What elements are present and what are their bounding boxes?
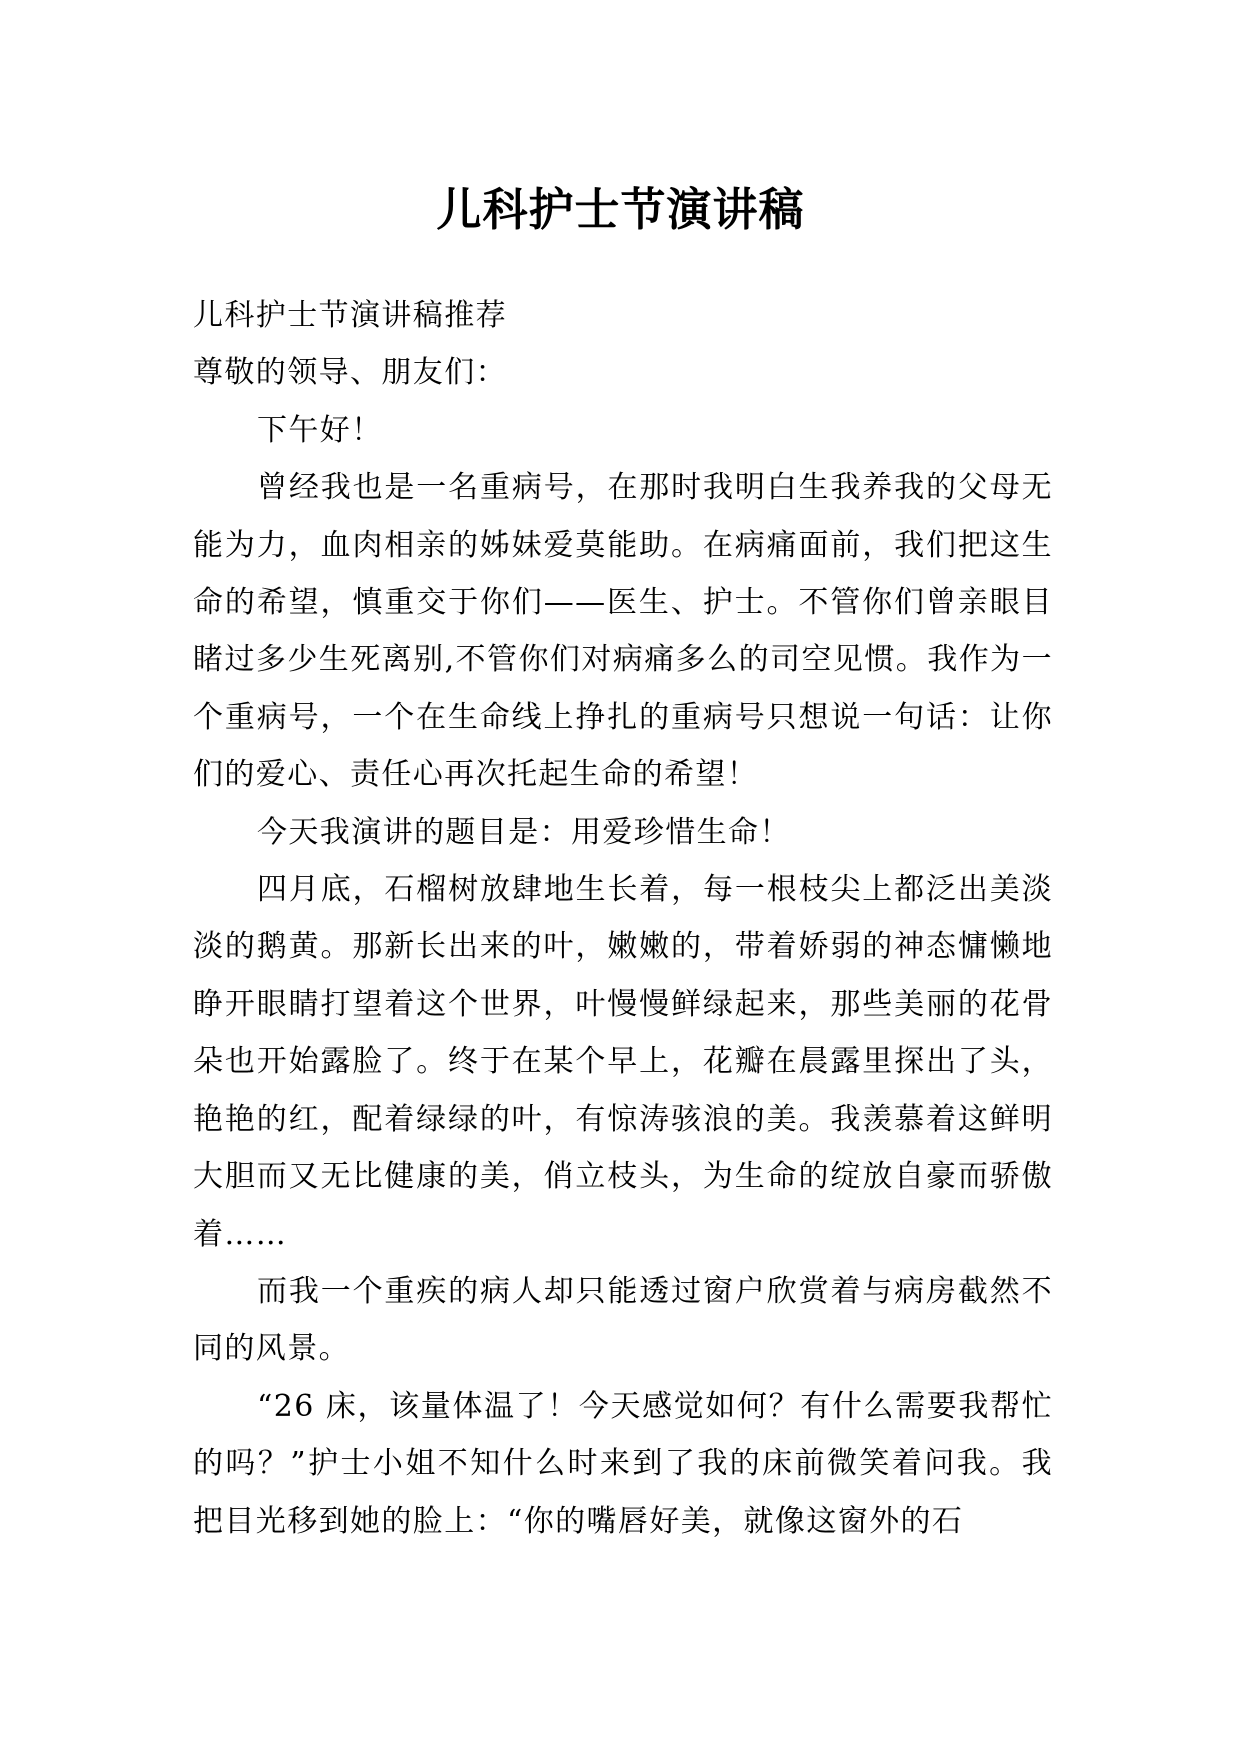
paragraph-greeting: 下午好！ xyxy=(257,412,383,448)
paragraph: “26 床，该量体温了！今天感觉如何？有什么需要我帮忙的吗？”护士小姐不知什么时来到了我的床前微笑着问我。我把目光移到她的脸上：“你的嘴唇好美，就像这窗外的石 xyxy=(193,1388,1053,1539)
paragraph-subtitle: 儿科护士节演讲稿推荐 xyxy=(193,298,507,333)
paragraph: 而我一个重疾的病人却只能透过窗户欣赏着与病房截然不同的风景。 xyxy=(193,1273,1053,1367)
document-title: 儿科护士节演讲稿 xyxy=(436,183,805,237)
paragraph-speech-topic: 今天我演讲的题目是：用爱珍惜生命！ xyxy=(257,814,791,850)
paragraph: 四月底，石榴树放肆地生长着，每一根枝尖上都泛出美淡淡的鹅黄。那新长出来的叶，嫩嫩的，带着娇弱的神态慵懒地睁开眼睛打望着这个世界，叶慢慢鲜绿起来，那些美丽的花骨朵也开始露脸了。终于在某个早上，花瓣在晨露里探出了头，艳艳的红，配着绿绿的叶，有惊涛骇浪的美。我羡慕着这鲜明大胆而又无比健康的美，俏立枝头，为生命的绽放自豪而骄傲着…… xyxy=(193,872,1053,1252)
document-body xyxy=(193,287,1053,1550)
paragraph-salutation: 尊敬的领导、朋友们： xyxy=(193,355,507,391)
paragraph: 曾经我也是一名重病号，在那时我明白生我养我的父母无能为力，血肉相亲的姊妹爱莫能助。在病痛面前，我们把这生命的希望，慎重交于你们——医生、护士。不管你们曾亲眼目睹过多少生死离别,不管你们对病痛多么的司空见惯。我作为一个重病号，一个在生命线上挣扎的重病号只想说一句话：让你们的爱心、责任心再次托起生命的希望！ xyxy=(193,470,1053,793)
